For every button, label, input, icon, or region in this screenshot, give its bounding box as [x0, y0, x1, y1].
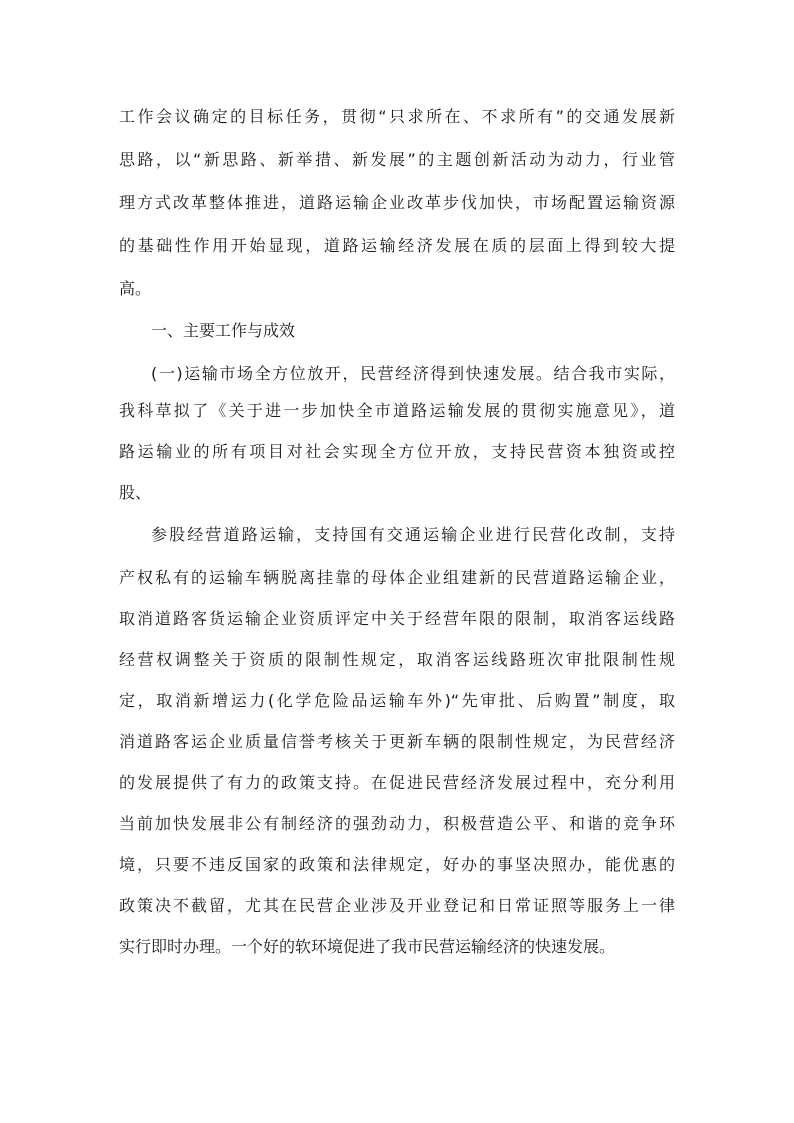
text-line: 参股经营道路运输，支持国有交通运输企业进行民营化改制，支持 — [151, 525, 675, 544]
text-line: 当前加快发展非公有制经济的强劲动力，积极营造公平、和谐的竞争环 — [119, 814, 675, 833]
text-line: 实行即时办理。一个好的软环境促进了我市民营运输经济的快速发展。 — [119, 937, 616, 956]
text-line: (一)运输市场全方位放开，民营经济得到快速发展。结合我市实际， — [151, 364, 675, 383]
text-line: 高。 — [119, 279, 152, 298]
text-line: 思路，以“新思路、新举措、新发展”的主题创新活动为动力，行业管 — [119, 150, 675, 169]
text-line: 定，取消新增运力(化学危险品运输车外)“先审批、后购置”制度，取 — [119, 691, 675, 710]
text-line: 路运输业的所有项目对社会实现全方位开放，支持民营资本独资或控 — [119, 442, 675, 461]
text-line: 产权私有的运输车辆脱离挂靠的母体企业组建新的民营道路运输企业， — [119, 568, 675, 587]
text-line: 工作会议确定的目标任务，贯彻“只求所在、不求所有”的交通发展新 — [119, 107, 675, 126]
text-line: 股、 — [119, 483, 152, 502]
text-line: 我科草拟了《关于进一步加快全市道路运输发展的贯彻实施意见》，道 — [119, 401, 675, 420]
text-line: 的发展提供了有力的政策支持。在促进民营经济发展过程中，充分利用 — [119, 773, 675, 792]
text-line: 境，只要不违反国家的政策和法律规定，好办的事坚决照办，能优惠的 — [119, 855, 675, 874]
text-line: 政策决不截留，尤其在民营企业涉及开业登记和日常证照等服务上一律 — [119, 896, 675, 915]
text-line: 理方式改革整体推进，道路运输企业改革步伐加快，市场配置运输资源 — [119, 193, 675, 212]
text-line: 取消道路客货运输企业资质评定中关于经营年限的限制，取消客运线路 — [119, 609, 675, 628]
text-line: 的基础性作用开始显现，道路运输经济发展在质的层面上得到较大提 — [119, 236, 675, 255]
text-line: 消道路客运企业质量信誉考核关于更新车辆的限制性规定，为民营经济 — [119, 732, 675, 751]
text-line: 经营权调整关于资质的限制性规定，取消客运线路班次审批限制性规 — [119, 650, 675, 669]
section-heading: 一、主要工作与成效 — [151, 321, 296, 340]
